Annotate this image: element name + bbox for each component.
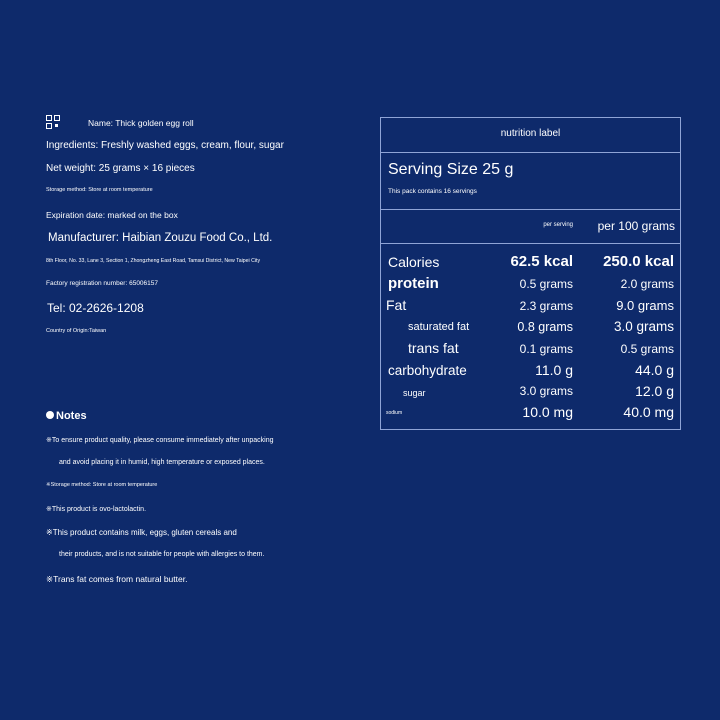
divider: [381, 243, 680, 244]
nutrient-per-serving: 0.8 grams: [517, 320, 573, 334]
nutrient-label: trans fat: [408, 340, 459, 356]
nutrient-per-100g: 2.0 grams: [620, 277, 674, 291]
nutrient-label: Fat: [386, 297, 407, 313]
note-line: ※This product is ovo-lactolactin.: [46, 506, 147, 513]
telephone: Tel: 02-2626-1208: [47, 301, 144, 315]
nutrient-per-serving: 11.0 g: [535, 362, 573, 378]
net-weight: Net weight: 25 grams × 16 pieces: [46, 163, 195, 174]
column-header-per-100g: per 100 grams: [597, 219, 675, 233]
nutrient-per-100g: 40.0 mg: [623, 404, 674, 420]
nutrient-label: Calories: [388, 254, 440, 270]
nutrient-per-100g: 9.0 grams: [616, 298, 674, 313]
note-line: and avoid placing it in humid, high temperature or exposed places.: [59, 459, 265, 466]
nutrient-per-serving: 0.1 grams: [519, 342, 573, 356]
address: 8th Floor, No. 33, Lane 3, Section 1, Zhongzheng East Road, Tamsui District, New Taipei City: [46, 258, 261, 264]
servings-per-pack: This pack contains 16 servings: [388, 188, 477, 195]
nutrient-per-serving: 0.5 grams: [519, 277, 573, 291]
column-header-per-serving: per serving: [543, 222, 573, 228]
nutrient-per-serving: 62.5 kcal: [510, 253, 573, 270]
nutrition-label-box: [380, 117, 681, 430]
nutrient-per-100g: 3.0 grams: [613, 319, 674, 334]
note-line: ※Storage method: Store at room temperature: [46, 482, 158, 488]
factory-registration: Factory registration number: 65006157: [46, 280, 159, 287]
nutrient-per-100g: 250.0 kcal: [603, 253, 674, 270]
notes-heading-label: Notes: [56, 410, 87, 422]
manufacturer: Manufacturer: Haibian Zouzu Food Co., Ltd.: [48, 232, 273, 244]
qr-code-icon: [46, 115, 60, 129]
nutrient-per-100g: 44.0 g: [635, 362, 674, 378]
nutrient-label: sodium: [386, 410, 403, 416]
ingredients: Ingredients: Freshly washed eggs, cream, flour, sugar: [46, 140, 284, 151]
country-of-origin: Country of Origin:Taiwan: [46, 328, 107, 334]
product-name: Name: Thick golden egg roll: [88, 118, 194, 128]
notes-heading: [46, 410, 87, 422]
note-line: their products, and is not suitable for people with allergies to them.: [59, 551, 265, 558]
nutrient-label: carbohydrate: [388, 363, 467, 378]
nutrient-per-serving: 3.0 grams: [519, 384, 573, 398]
note-line: ※This product contains milk, eggs, gluten cereals and: [46, 528, 237, 537]
nutrient-label: sugar: [403, 388, 426, 398]
nutrient-per-serving: 10.0 mg: [522, 404, 573, 420]
storage-method: Storage method: Store at room temperature: [46, 187, 153, 193]
nutrient-per-100g: 0.5 grams: [620, 342, 674, 356]
nutrient-per-serving: 2.3 grams: [519, 299, 573, 313]
nutrient-label: saturated fat: [408, 321, 470, 333]
nutrient-label: protein: [388, 275, 439, 292]
serving-size: Serving Size 25 g: [388, 161, 514, 178]
divider: [381, 209, 680, 210]
note-line: ※To ensure product quality, please consume immediately after unpacking: [46, 437, 274, 444]
bullet-icon: [46, 411, 54, 419]
nutrient-per-100g: 12.0 g: [635, 383, 674, 399]
divider: [381, 152, 680, 153]
expiration-date: Expiration date: marked on the box: [46, 210, 178, 220]
nutrition-title: nutrition label: [500, 128, 561, 139]
note-line: ※Trans fat comes from natural butter.: [46, 574, 188, 584]
